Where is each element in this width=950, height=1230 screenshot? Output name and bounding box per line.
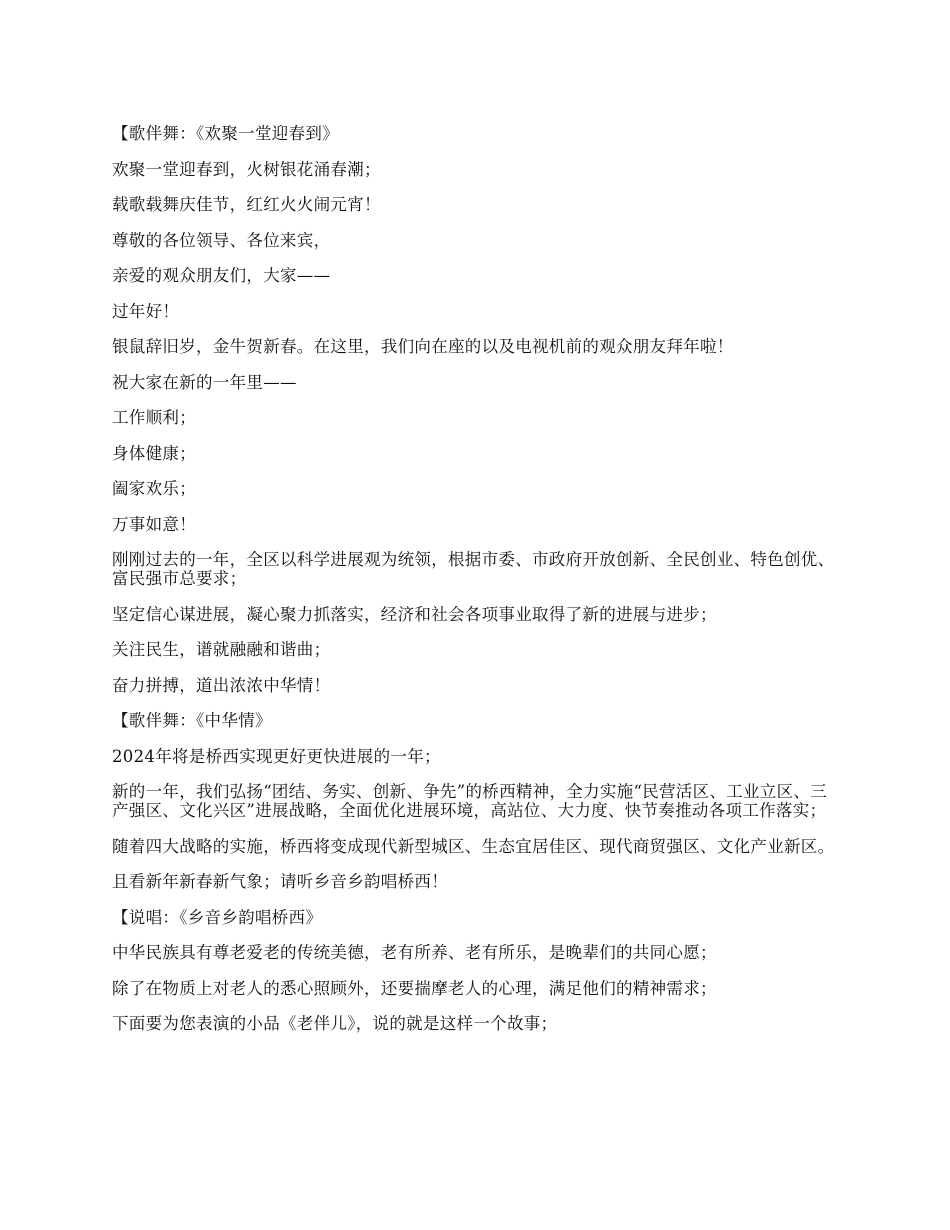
paragraph: 工作顺利； <box>112 408 196 427</box>
document-body <box>112 124 842 1050</box>
paragraph: 亲爱的观众朋友们，大家—— <box>112 266 331 285</box>
paragraph-song-title-2: 【歌伴舞：《中华情》 <box>112 711 272 730</box>
paragraph: 尊敬的各位领导、各位来宾， <box>112 230 331 250</box>
paragraph: 中华民族具有尊老爱老的传统美德，老有所养、老有所乐，是晚辈们的共同心愿； <box>112 943 717 962</box>
paragraph-performance-title: 【说唱：《乡音乡韵唱桥西》 <box>112 907 323 927</box>
paragraph: 阖家欢乐； <box>112 479 196 498</box>
paragraph: 坚定信心谋进展，凝心聚力抓落实，经济和社会各项事业取得了新的进展与进步； <box>112 604 717 624</box>
paragraph-song-title-1: 【歌伴舞：《欢聚一堂迎春到》 <box>112 124 339 143</box>
paragraph: 新的一年，我们弘扬“团结、务实、创新、争先”的桥西精神，全力实施“民营活区、工业立区、三产强区、文化兴区”进展战略，全面优化进展环境，高站位、大力度、快节奏推动各项工作落实； <box>112 782 828 820</box>
paragraph: 且看新年新春新气象；请听乡音乡韵唱桥西！ <box>112 872 448 891</box>
paragraph: 万事如意！ <box>112 514 196 534</box>
paragraph: 欢聚一堂迎春到，火树银花涌春潮； <box>112 159 381 179</box>
paragraph: 刚刚过去的一年，全区以科学进展观为统领，根据市委、市政府开放创新、全民创业、特色创优、富民强市总要求； <box>112 550 835 588</box>
paragraph: 下面要为您表演的小品《老伴儿》，说的就是这样一个故事； <box>112 1014 558 1033</box>
paragraph: 过年好！ <box>112 301 180 321</box>
paragraph: 银鼠辞旧岁，金牛贺新春。在这里，我们向在座的以及电视机前的观众朋友拜年啦！ <box>112 337 734 356</box>
paragraph: 祝大家在新的一年里—— <box>112 372 297 392</box>
paragraph: 载歌载舞庆佳节，红红火火闹元宵！ <box>112 195 381 214</box>
paragraph: 2024年将是桥西实现更好更快进展的一年； <box>112 746 441 766</box>
paragraph: 奋力拼搏，道出浓浓中华情！ <box>112 675 331 695</box>
paragraph: 除了在物质上对老人的悉心照顾外，还要揣摩老人的心理，满足他们的精神需求； <box>112 978 717 998</box>
paragraph: 关注民生，谱就融融和谐曲； <box>112 640 331 659</box>
paragraph: 随着四大战略的实施，桥西将变成现代新型城区、生态宜居佳区、现代商贸强区、文化产业新区。 <box>112 836 835 856</box>
paragraph: 身体健康； <box>112 443 196 463</box>
